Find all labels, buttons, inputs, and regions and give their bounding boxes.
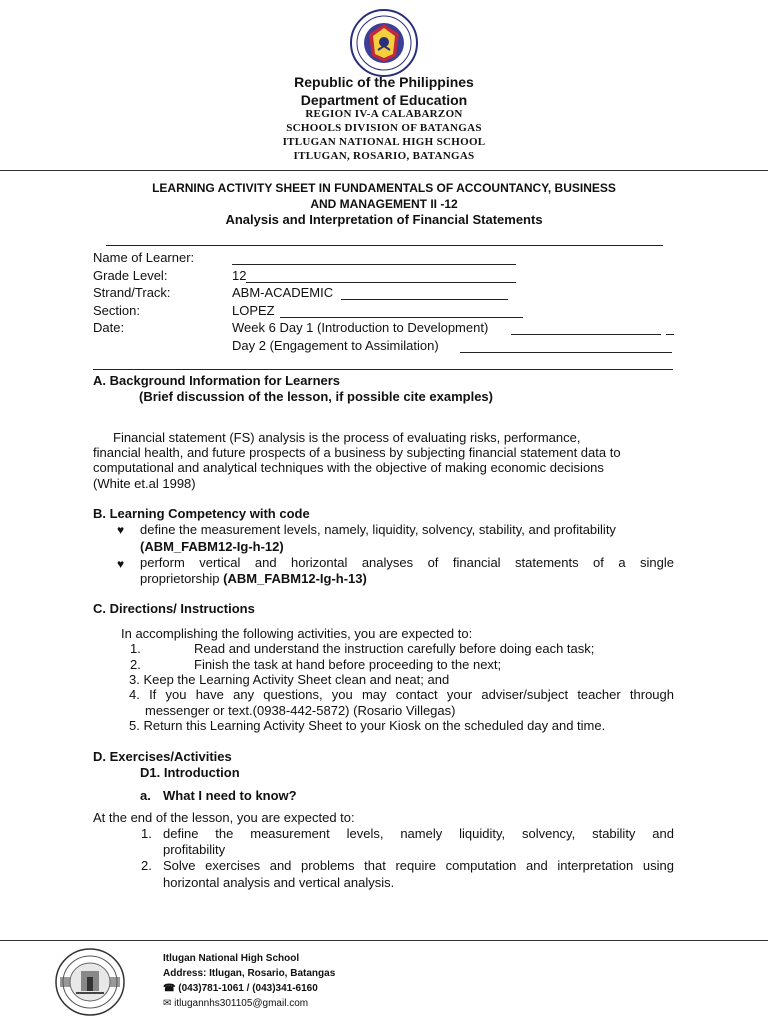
date-field-day2[interactable] — [460, 352, 672, 353]
footer-email[interactable]: itlugannhs301105@gmail.com — [174, 998, 309, 1009]
form-bottom-line — [93, 369, 673, 370]
department-heading: Department of Education — [300, 92, 468, 108]
date-field-day1[interactable] — [511, 334, 661, 335]
deped-seal-logo — [349, 8, 419, 78]
section-field[interactable] — [280, 317, 523, 318]
section-b-heading: B. Learning Competency with code — [93, 506, 310, 521]
school-heading: ITLUGAN NATIONAL HIGH SCHOOL — [282, 136, 486, 148]
direction-2-number: 2. — [130, 657, 141, 672]
objective-2-line1: Solve exercises and problems that require computation and interpretation using — [163, 858, 674, 873]
section-a-heading: A. Background Information for Learners — [93, 373, 341, 388]
objective-2-line2: horizontal analysis and vertical analysis. — [163, 875, 395, 890]
direction-3-text: 3. Keep the Learning Activity Sheet clean and neat; and — [129, 672, 450, 687]
section-value: LOPEZ — [232, 303, 275, 318]
competency-1-code: (ABM_FABM12-Ig-h-12) — [140, 539, 284, 554]
date-value-day1: Week 6 Day 1 (Introduction to Development) — [232, 320, 489, 335]
grade-value: 12 — [232, 268, 247, 283]
name-field[interactable] — [232, 264, 516, 265]
directions-intro: In accomplishing the following activities, you are expected to: — [121, 626, 473, 641]
objective-2-number: 2. — [141, 858, 152, 873]
competency-2-line2 — [140, 571, 367, 586]
footer-address: Address: Itlugan, Rosario, Batangas — [163, 968, 336, 979]
school-seal-logo — [54, 947, 126, 1017]
direction-2-text: Finish the task at hand before proceeding to the next; — [194, 657, 502, 672]
section-a-paragraph-line2: financial health, and future prospects of a business by subjecting financial statement data to — [93, 445, 621, 460]
sheet-subtitle: Analysis and Interpretation of Financial Statements — [225, 212, 543, 227]
competency-1-text: define the measurement levels, namely, liquidity, solvency, stability, and profitability — [140, 522, 616, 537]
footer-school-name: Itlugan National High School — [163, 953, 300, 964]
direction-1-number: 1. — [130, 641, 141, 656]
objective-1-line1: define the measurement levels, namely liquidity, solvency, stability and — [163, 826, 674, 841]
d1-heading: D1. Introduction — [140, 765, 240, 780]
header-divider — [0, 170, 768, 171]
competency-2-line2-text: proprietorship — [140, 571, 220, 586]
section-a-paragraph-line4: (White et.al 1998) — [93, 476, 196, 491]
heart-bullet-icon: ♥ — [117, 523, 125, 537]
title-underline — [106, 245, 663, 246]
name-label: Name of Learner: — [93, 250, 195, 265]
sheet-title-line1: LEARNING ACTIVITY SHEET IN FUNDAMENTALS OF ACCOUNTANCY, BUSINESS — [152, 181, 616, 195]
phone-icon: ☎ — [163, 983, 176, 994]
date-field-day1-tail — [666, 334, 674, 335]
footer-phone-row — [163, 983, 318, 994]
footer-divider — [0, 940, 768, 941]
section-a-paragraph-line1: Financial statement (FS) analysis is the process of evaluating risks, performance, — [113, 430, 581, 445]
section-d-heading: D. Exercises/Activities — [93, 749, 232, 764]
republic-heading: Republic of the Philippines — [294, 74, 474, 90]
sheet-title-line2: AND MANAGEMENT II -12 — [310, 197, 458, 211]
date-label: Date: — [93, 320, 125, 335]
objective-1-line2: profitability — [163, 842, 226, 857]
address-heading: ITLUGAN, ROSARIO, BATANGAS — [293, 150, 475, 162]
division-heading: SCHOOLS DIVISION OF BATANGAS — [286, 122, 482, 134]
what-i-need-heading: What I need to know? — [163, 788, 297, 803]
strand-field[interactable] — [341, 299, 508, 300]
direction-4-line2: messenger or text.(0938-442-5872) (Rosario Villegas) — [145, 703, 456, 718]
competency-2-line1: perform vertical and horizontal analyses of financial statements of a single — [140, 555, 674, 570]
footer-email-row — [163, 998, 308, 1009]
heart-bullet-icon: ♥ — [117, 557, 125, 571]
section-label: Section: — [93, 303, 140, 318]
strand-value: ABM-ACADEMIC — [232, 285, 334, 300]
footer-phone: (043)781-1061 / (043)341-6160 — [178, 983, 318, 994]
section-a-subheading: (Brief discussion of the lesson, if possible cite examples) — [139, 389, 493, 404]
competency-2-code: (ABM_FABM12-Ig-h-13) — [223, 571, 367, 586]
region-heading: REGION IV-A CALABARZON — [305, 108, 463, 120]
direction-5-text: 5. Return this Learning Activity Sheet to your Kiosk on the scheduled day and time. — [129, 718, 606, 733]
grade-label: Grade Level: — [93, 268, 168, 283]
grade-field[interactable] — [246, 282, 516, 283]
email-icon: ✉ — [163, 998, 172, 1009]
section-a-paragraph-line3: computational and analytical techniques with the objective of making economic decisions — [93, 460, 604, 475]
objective-1-number: 1. — [141, 826, 152, 841]
strand-label: Strand/Track: — [93, 285, 171, 300]
what-i-need-marker: a. — [140, 788, 151, 803]
date-value-day2: Day 2 (Engagement to Assimilation) — [232, 338, 439, 353]
objectives-intro: At the end of the lesson, you are expected to: — [93, 810, 355, 825]
section-c-heading: C. Directions/ Instructions — [93, 601, 255, 616]
direction-4-line1: 4. If you have any questions, you may contact your adviser/subject teacher through — [129, 687, 674, 702]
direction-1-text: Read and understand the instruction carefully before doing each task; — [194, 641, 595, 656]
